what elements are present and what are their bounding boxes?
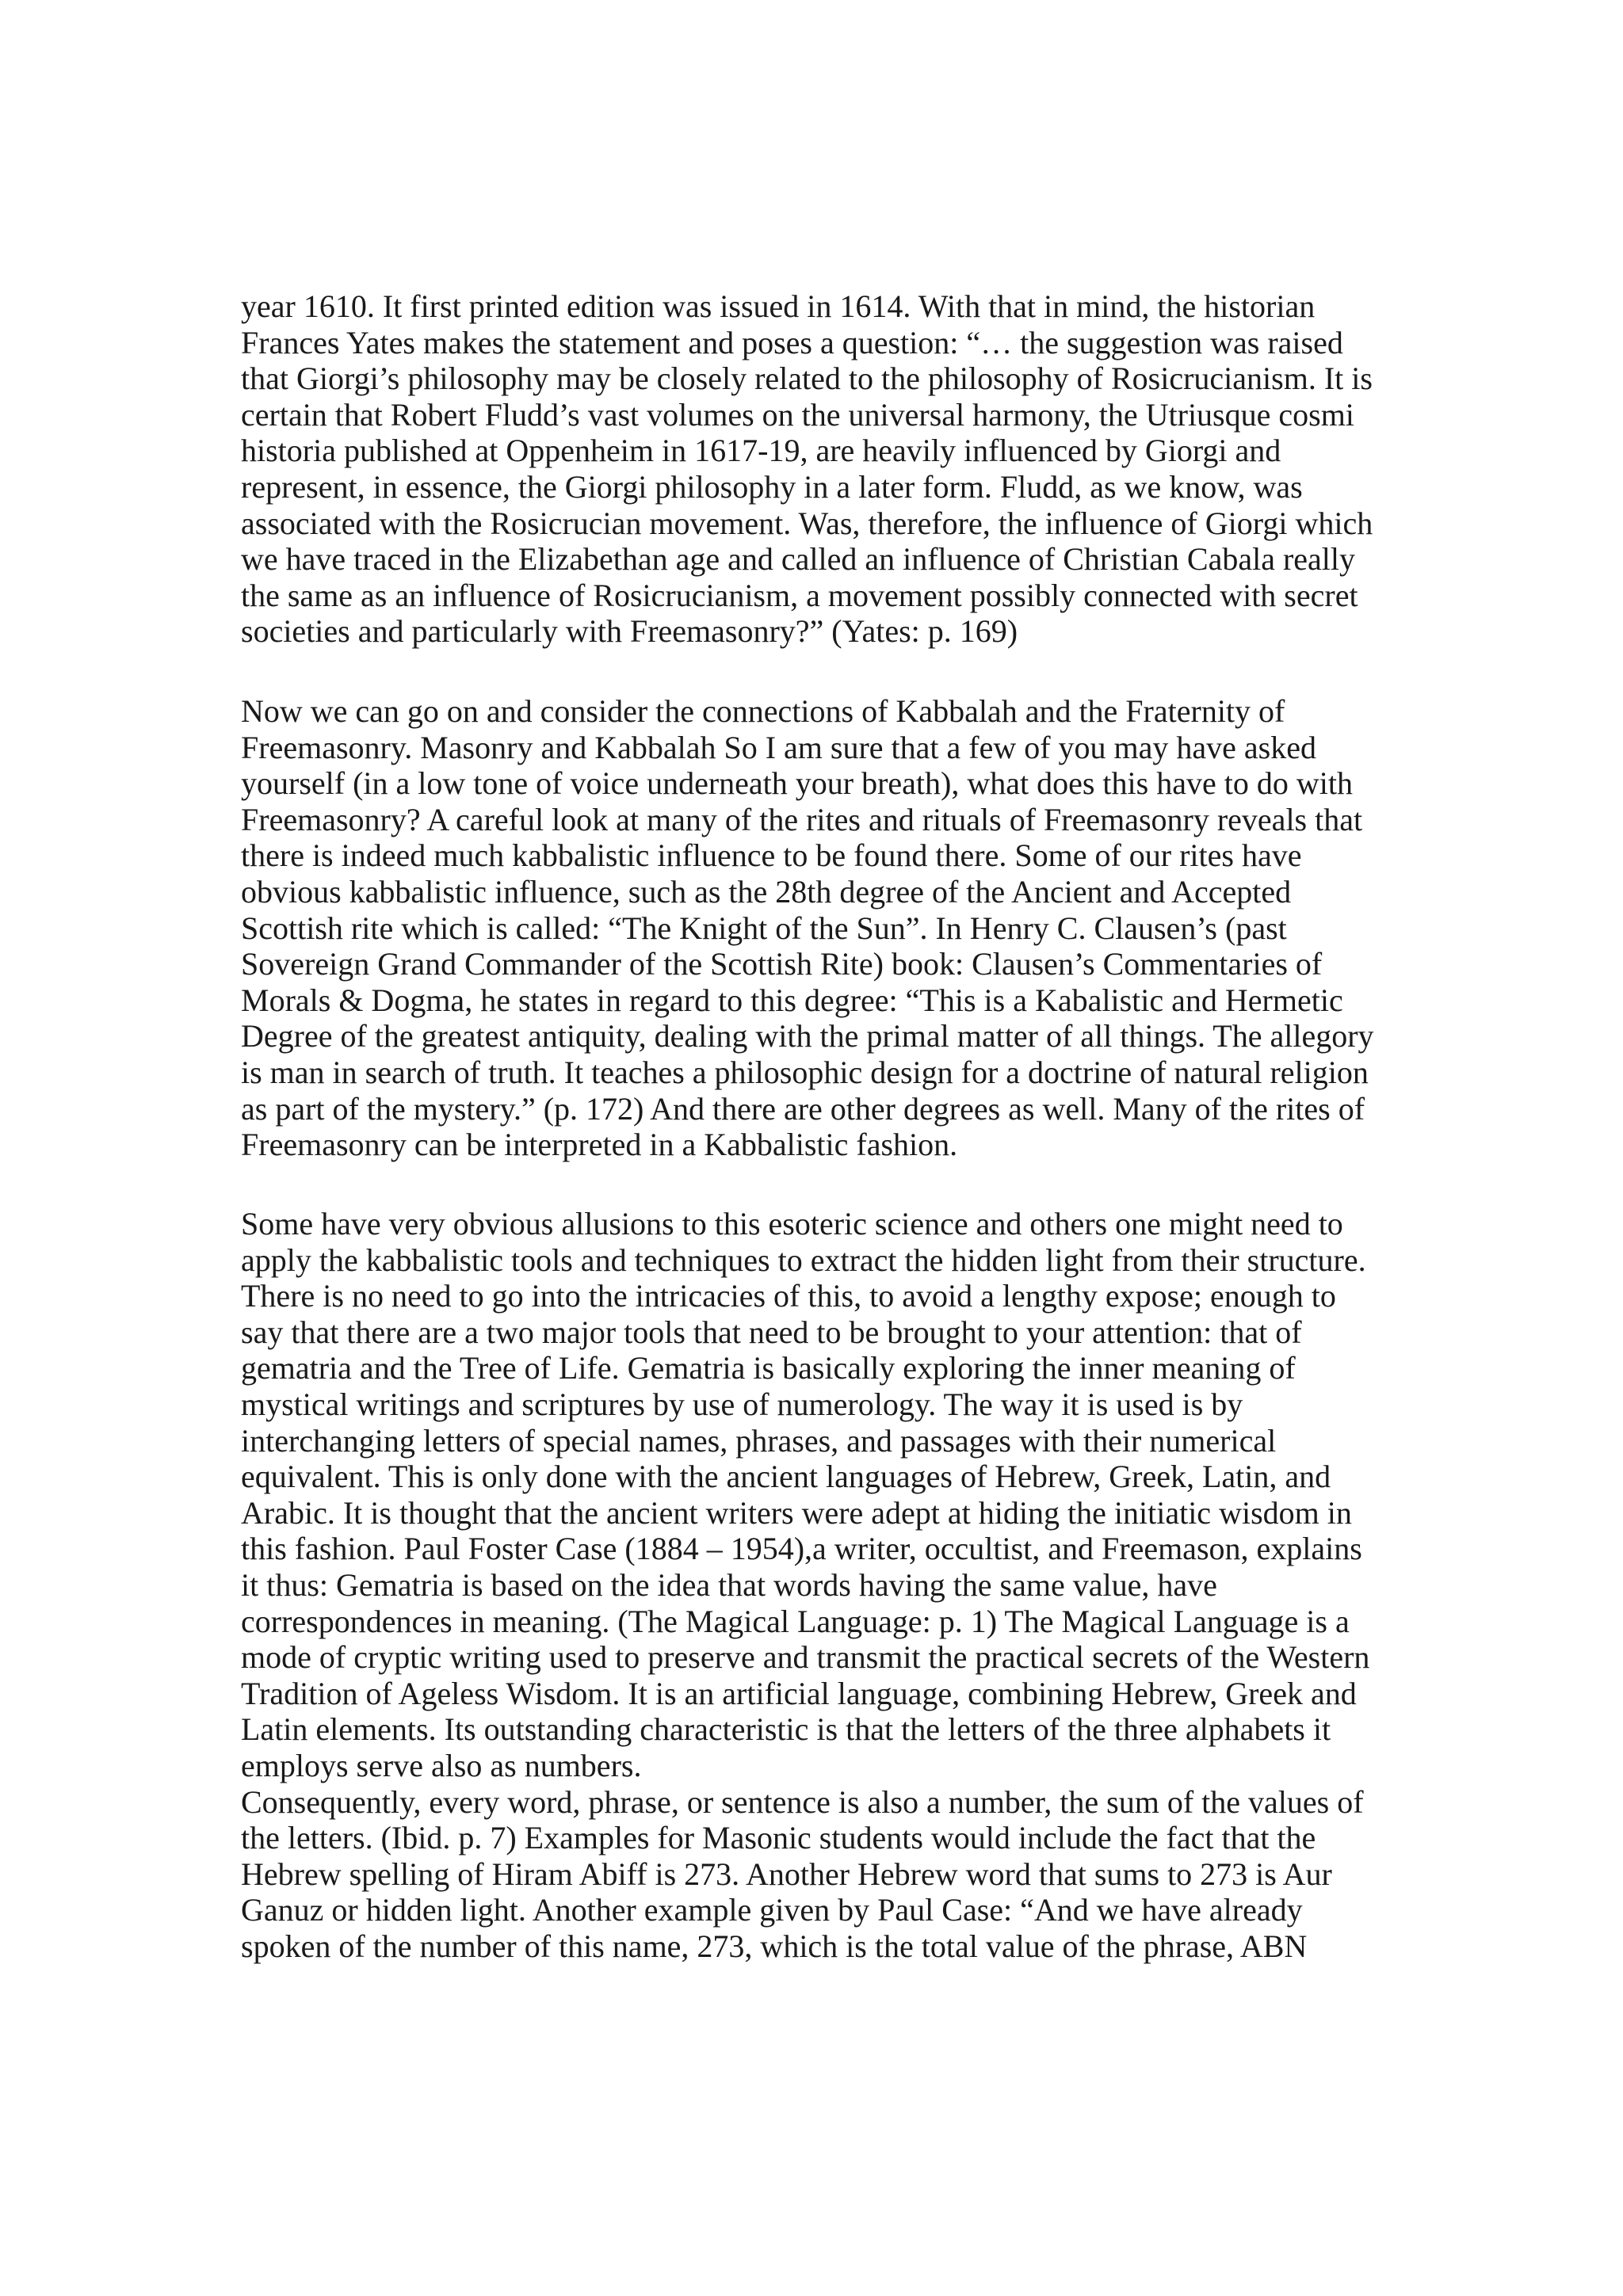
text-line: there is indeed much kabbalistic influence to be found there. Some of our rites have	[241, 837, 1302, 874]
paragraph	[241, 693, 1395, 1163]
text-line: Ganuz or hidden light. Another example given by Paul Case: “And we have already	[241, 1892, 1303, 1928]
text-line: Freemasonry can be interpreted in a Kabbalistic fashion.	[241, 1127, 958, 1163]
text-line: gematria and the Tree of Life. Gematria is basically exploring the inner meaning of	[241, 1350, 1296, 1386]
text-line: yourself (in a low tone of voice underneath your breath), what does this have to do with	[241, 765, 1353, 802]
text-line: Some have very obvious allusions to this esoteric science and others one might need to	[241, 1206, 1343, 1241]
text-line: interchanging letters of special names, phrases, and passages with their numerical	[241, 1422, 1277, 1459]
text-line: the same as an influence of Rosicrucianism, a movement possibly connected with secret	[241, 577, 1358, 613]
text-line: that Giorgi’s philosophy may be closely related to the philosophy of Rosicrucianism. It is	[241, 360, 1373, 397]
text-line: Sovereign Grand Commander of the Scottish Rite) book: Clausen’s Commentaries of	[241, 946, 1323, 982]
text-line: There is no need to go into the intricacies of this, to avoid a lengthy expose; enough to	[241, 1278, 1336, 1314]
text-line: represent, in essence, the Giorgi philosophy in a later form. Fludd, as we know, was	[241, 468, 1303, 505]
text-line: the letters. (Ibid. p. 7) Examples for Masonic students would include the fact that the	[241, 1820, 1316, 1856]
text-line: Latin elements. Its outstanding characteristic is that the letters of the three alphabets it	[241, 1711, 1331, 1748]
text-line: certain that Robert Fludd’s vast volumes on the universal harmony, the Utriusque cosmi	[241, 396, 1354, 433]
text-line: we have traced in the Elizabethan age and called an influence of Christian Cabala really	[241, 541, 1356, 578]
text-line: Scottish rite which is called: “The Knight of the Sun”. In Henry C. Clausen’s (past	[241, 910, 1287, 946]
paragraph	[241, 288, 1395, 650]
text-line: Hebrew spelling of Hiram Abiff is 273. Another Hebrew word that sums to 273 is Aur	[241, 1855, 1332, 1892]
text-line: Freemasonry? A careful look at many of the rites and rituals of Freemasonry reveals that	[241, 801, 1363, 837]
text-line: employs serve also as numbers.	[241, 1747, 642, 1783]
text-line: Degree of the greatest antiquity, dealing with the primal matter of all things. The allegory	[241, 1018, 1374, 1055]
text-line: apply the kabbalistic tools and techniques to extract the hidden light from their structure.	[241, 1241, 1366, 1278]
text-line: say that there are a two major tools that need to be brought to your attention: that of	[241, 1314, 1302, 1350]
text-line: Consequently, every word, phrase, or sentence is also a number, the sum of the values of	[241, 1783, 1364, 1820]
text-line: as part of the mystery.” (p. 172) And there are other degrees as well. Many of the rites of	[241, 1090, 1365, 1127]
text-line: year 1610. It first printed edition was issued in 1614. With that in mind, the historian	[241, 288, 1316, 324]
text-line: Arabic. It is thought that the ancient writers were adept at hiding the initiatic wisdom in	[241, 1494, 1352, 1531]
text-line: spoken of the number of this name, 273, which is the total value of the phrase, ABN	[241, 1928, 1308, 1964]
text-line: Now we can go on and consider the connections of Kabbalah and the Fraternity of	[241, 693, 1285, 729]
text-line: associated with the Rosicrucian movement. Was, therefore, the influence of Giorgi which	[241, 505, 1373, 541]
text-line: obvious kabbalistic influence, such as the 28th degree of the Ancient and Accepted	[241, 873, 1292, 910]
text-line: it thus: Gematria is based on the idea that words having the same value, have	[241, 1566, 1217, 1603]
text-line: mystical writings and scriptures by use of numerology. The way it is used is by	[241, 1386, 1243, 1422]
text-line: societies and particularly with Freemasonry?” (Yates: p. 169)	[241, 613, 1018, 650]
text-line: this fashion. Paul Foster Case (1884 – 1954),a writer, occultist, and Freemason, explains	[241, 1531, 1362, 1567]
text-line: historia published at Oppenheim in 1617-19, are heavily influenced by Giorgi and	[241, 433, 1281, 469]
text-line: Tradition of Ageless Wisdom. It is an artificial language, combining Hebrew, Greek and	[241, 1675, 1357, 1711]
paragraph	[241, 1206, 1395, 1964]
text-line: Frances Yates makes the statement and poses a question: “… the suggestion was raised	[241, 324, 1343, 360]
text-line: correspondences in meaning. (The Magical Language: p. 1) The Magical Language is a	[241, 1603, 1350, 1639]
text-line: Morals & Dogma, he states in regard to this degree: “This is a Kabalistic and Hermetic	[241, 982, 1343, 1018]
text-line: Freemasonry. Masonry and Kabbalah So I am sure that a few of you may have asked	[241, 729, 1316, 765]
text-line: is man in search of truth. It teaches a philosophic design for a doctrine of natural religion	[241, 1054, 1369, 1090]
text-line: mode of cryptic writing used to preserve and transmit the practical secrets of the Western	[241, 1639, 1370, 1676]
text-line: equivalent. This is only done with the ancient languages of Hebrew, Greek, Latin, and	[241, 1459, 1331, 1495]
